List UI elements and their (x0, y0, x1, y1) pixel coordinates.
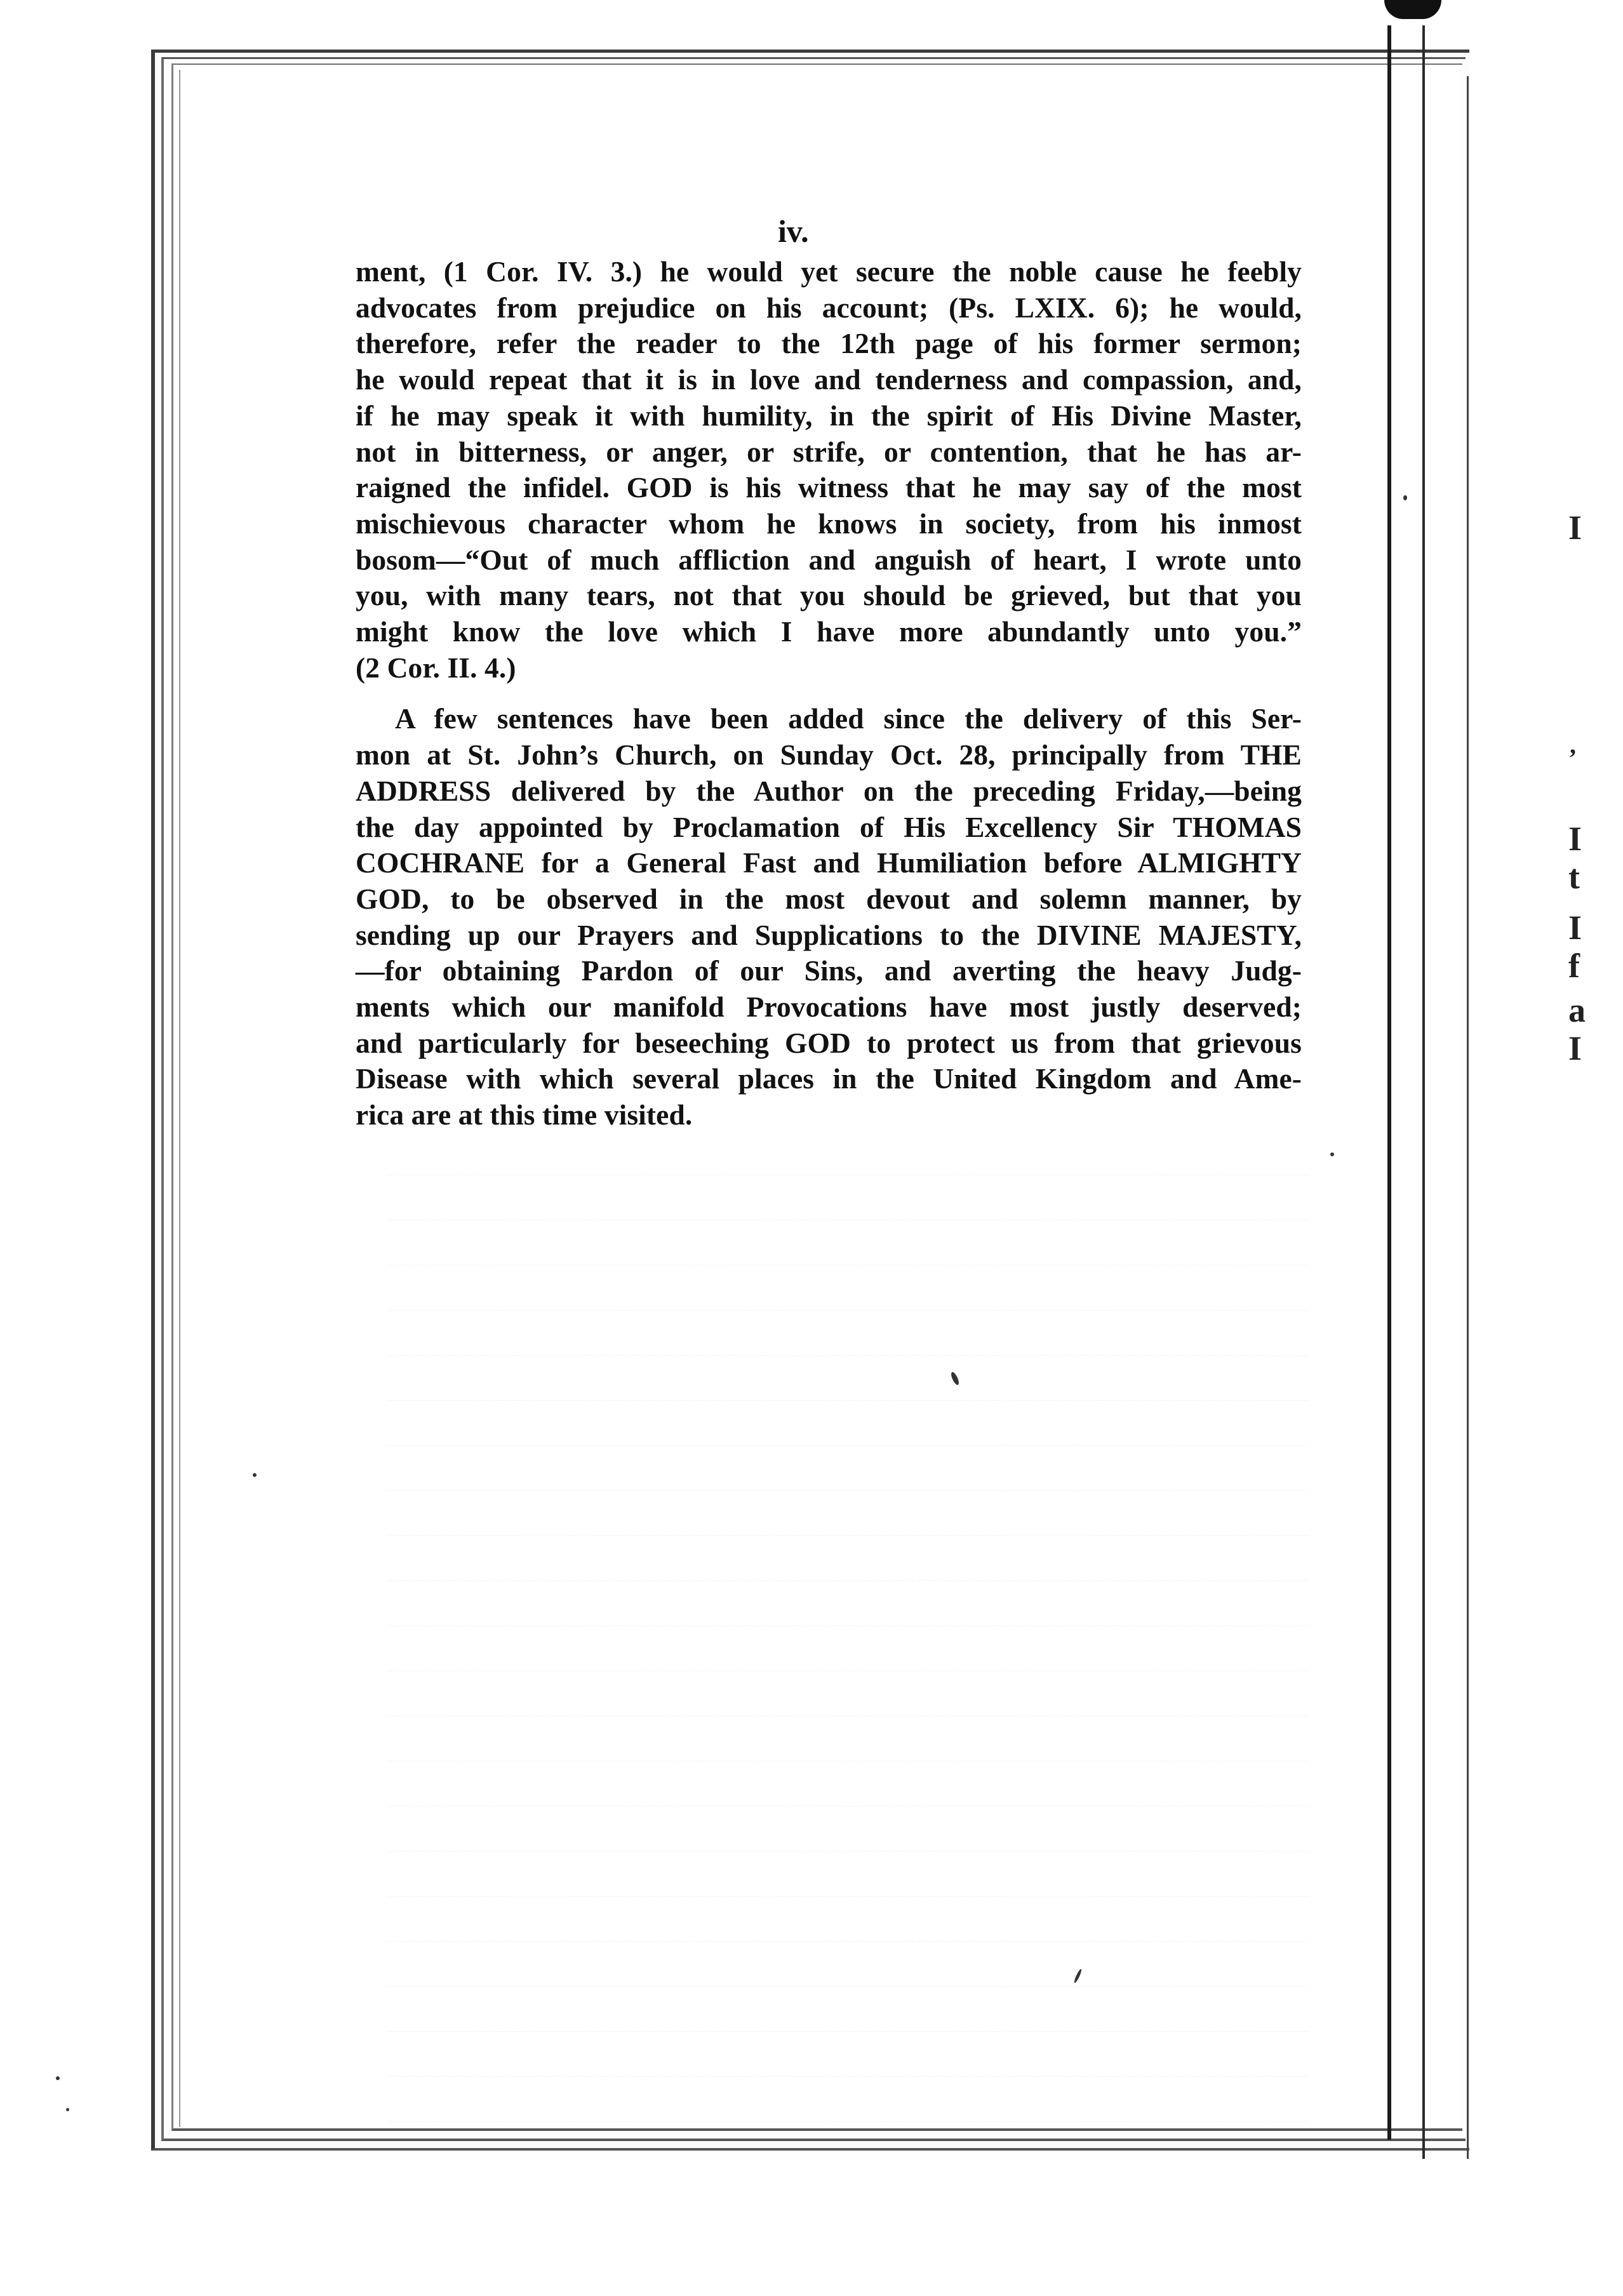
page-number: iv. (778, 213, 809, 249)
facing-page-fragment: f (1568, 947, 1580, 985)
bleed-through-line (387, 1716, 1308, 1761)
scan-speck (1403, 495, 1407, 500)
text-line: GOD, to be observed in the most devout and solemn manner, by (356, 882, 1302, 915)
text-line: might know the love which I have more abundantly unto you.” (356, 615, 1302, 648)
text-line: A few sentences have been added since the delivery of this Ser- (395, 702, 1302, 735)
text-line: COCHRANE for a General Fast and Humiliation before ALMIGHTY (356, 846, 1302, 879)
bleed-through-line (387, 1987, 1308, 2032)
text-line: bosom—“Out of much affliction and anguish of heart, I wrote unto (356, 543, 1302, 576)
bleed-through-line (387, 1581, 1308, 1626)
facing-page-fragment: ’ (1568, 744, 1577, 772)
text-line: the day appointed by Proclamation of His Excellency Sir THOMAS (356, 810, 1302, 843)
text-line: Disease with which several places in the United Kingdom and Ame- (356, 1062, 1302, 1095)
text-line: and particularly for beseeching GOD to protect us from that grievous (356, 1026, 1302, 1059)
facing-page-edge (1467, 76, 1469, 2159)
text-line: —for obtaining Pardon of our Sins, and averting the heavy Judg- (356, 954, 1302, 987)
text-line: raigned the infidel. GOD is his witness that he may say of the most (356, 471, 1302, 504)
text-line: you, with many tears, not that you should be grieved, but that you (356, 579, 1302, 612)
text-line: ment, (1 Cor. IV. 3.) he would yet secure the noble cause he feebly (356, 255, 1302, 288)
text-line: if he may speak it with humility, in the spirit of His Divine Master, (356, 399, 1302, 432)
bleed-through-line (387, 1446, 1308, 1491)
facing-page-fragment: I (1568, 509, 1582, 547)
facing-page-fragment: t (1568, 858, 1580, 896)
text-line: he would repeat that it is in love and tenderness and compassion, and, (356, 363, 1302, 396)
bleed-through-line (387, 1536, 1308, 1581)
facing-page-fragment: I (1568, 820, 1582, 858)
text-line: mischievous character whom he knows in society, from his inmost (356, 507, 1302, 540)
binding-shadow (1384, 0, 1441, 19)
bleed-through-line (387, 1806, 1308, 1852)
gutter-line (1422, 25, 1425, 2159)
bleed-through-line (387, 1265, 1308, 1311)
text-line: (2 Cor. II. 4.) (356, 651, 516, 684)
facing-page-fragment: I (1568, 909, 1582, 947)
paragraph-1 (356, 254, 1302, 686)
text-line: rica are at this time visited. (356, 1098, 693, 1131)
bleed-through-line (387, 1130, 1308, 1175)
bleed-through-area (387, 1130, 1308, 2122)
text-line: ADDRESS delivered by the Author on the preceding Friday,—being (356, 774, 1302, 807)
scan-speck (56, 2076, 60, 2080)
bleed-through-line (387, 1897, 1308, 1942)
bleed-through-line (387, 1401, 1308, 1446)
text-line: ments which our manifold Provocations have most justly deserved; (356, 991, 1302, 1024)
gutter-shadow (1387, 25, 1391, 2140)
text-line: sending up our Prayers and Supplications to the DIVINE MAJESTY, (356, 918, 1302, 951)
bleed-through-line (387, 1761, 1308, 1806)
bleed-through-line (387, 1626, 1308, 1671)
bleed-through-line (387, 1311, 1308, 1356)
scan-speck (253, 1473, 257, 1477)
body-text (356, 254, 1302, 1133)
bleed-through-line (387, 1671, 1308, 1716)
facing-page-fragment: a (1568, 991, 1586, 1029)
bleed-through-line (387, 1852, 1308, 1897)
bleed-through-line (387, 1356, 1308, 1401)
paragraph-2 (356, 701, 1302, 1133)
text-line: advocates from prejudice on his account; (Ps. LXIX. 6); he would, (356, 291, 1302, 324)
bleed-through-line (387, 1491, 1308, 1536)
text-line: not in bitterness, or anger, or strife, or contention, that he has ar- (356, 435, 1302, 468)
bleed-through-line (387, 2077, 1308, 2122)
bleed-through-line (387, 1220, 1308, 1265)
bleed-through-line (387, 1942, 1308, 1987)
text-line: therefore, refer the reader to the 12th page of his former sermon; (356, 327, 1302, 360)
bleed-through-line (387, 2032, 1308, 2077)
facing-page-fragment: I (1568, 1029, 1582, 1067)
bleed-through-line (387, 1175, 1308, 1220)
scan-speck (1330, 1152, 1334, 1156)
text-line: mon at St. John’s Church, on Sunday Oct. 28, principally from THE (356, 738, 1302, 771)
scan-speck (66, 2108, 69, 2111)
